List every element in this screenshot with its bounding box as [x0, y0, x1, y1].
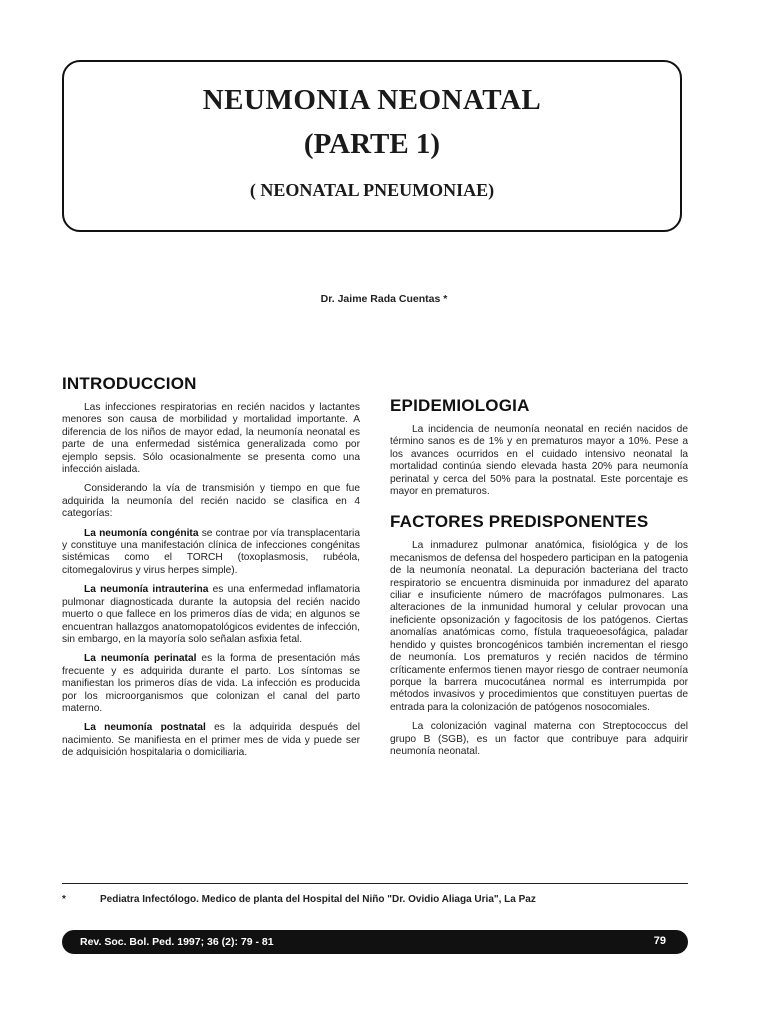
paragraph-congenita [62, 528, 360, 578]
term-perinatal: La neumonía perinatal [84, 653, 197, 665]
term-congenita: La neumonía congénita [84, 527, 199, 539]
intro-paragraph-2: Considerando la vía de transmisión y tiempo en que fue adquirida la neumonía del recién nacido se clasifica en 4 categorías: [62, 483, 360, 520]
journal-citation: Rev. Soc. Bol. Ped. 1997; 36 (2): 79 - 81 [80, 936, 274, 948]
footer-bar [62, 930, 688, 954]
page-number: 79 [653, 935, 666, 947]
text-congenita: se contrae por vía transplacentaria y constituye una manifestación clínica de infecciones congénitas sistémicas como el TORCH (toxoplasmosis, rubéola, citomegalovirus y virus herpes simple). [62, 527, 360, 576]
factores-paragraph-1: La inmadurez pulmonar anatómica, fisiológica y de los mecanismos de defensa del hospedero participan en la patogenia de la neumonía neonatal. La depuración bacteriana del tracto respiratorio se encuentra disminuida por inmadurez del aparato ciliar e insuficiente número de macrófagos pulmonares. Las alteraciones de la inmunidad humoral y celular provocan una ineficiente opsonización y fagocitosis de los patógenos. Ciertas anomalías anatómicas como, fístula traqueoesofágica, paladar hendido y quistes broncogénicos también incrementan el riesgo de neumonía. Los prematuros y recién nacidos de término críticamente enfermos tienen mayor riesgo de contraer neumonía porque la barrera mucocutánea normal es interrumpida por métodos invasivos y procedimientos que constituyen puertas de entrada para la colonización de patógenos nosocomiales. [390, 540, 688, 713]
paragraph-intrauterina [62, 584, 360, 646]
author-line: Dr. Jaime Rada Cuentas * [320, 293, 448, 305]
left-column [62, 374, 360, 767]
article-title: NEUMONIA NEONATAL [202, 84, 542, 116]
term-postnatal: La neumonía postnatal [84, 722, 206, 734]
footnote-marker: * [62, 894, 66, 905]
footnote-divider [62, 883, 688, 884]
footnote-text: Pediatra Infectólogo. Medico de planta del Hospital del Niño "Dr. Ovidio Aliaga Uria", La Paz [100, 894, 536, 905]
article-part: (PARTE 1) [303, 128, 441, 160]
text-postnatal: es la adquirida después del nacimiento. Se manifiesta en el primer mes de vida y puede ser de adquisición hospitalaria o domiciliaria. [62, 722, 360, 759]
heading-factores: FACTORES PREDISPONENTES [390, 512, 649, 532]
article-english-title: ( NEONATAL PNEUMONIAE) [249, 180, 495, 200]
intro-paragraph-1: Las infecciones respiratorias en recién nacidos y lactantes menores son causa de morbilidad y mortalidad importante. A diferencia de los niños de mayor edad, la neumonía neonatal es parte de una enfermedad sistémica generalizada como por ejemplo sepsis. Sólo ocasionalmente se presenta como una infección aislada. [62, 402, 360, 476]
heading-epidemiologia: EPIDEMIOLOGIA [390, 396, 530, 415]
epidemiologia-paragraph: La incidencia de neumonía neonatal en recién nacidos de término sanos es de 1% y en prematuros mayor a 10%. Pese a los avances ocurridos en el cuidado intensivo neonatal la mortalidad continúa siendo elevada hasta 20% para neumonía perinatal y cerca del 50% para la postnatal. Este porcentaje es mayor en prematuros. [390, 424, 688, 498]
text-intrauterina: es una enfermedad inflamatoria pulmonar diagnosticada durante la autopsia del recién nacido muerto o que fallece en los primeros días de vida; en algunos se encuentran hallazgos anatomopatológicos evidentes de infección, sin embargo, en la mayoría solo señalan asfixia fetal. [62, 584, 361, 645]
text-perinatal: es la forma de presentación más frecuente y es adquirida durante el parto. Los síntomas se manifiestan los primeros días de vida. La infección es producida por los microorganismos que colonizan el canal del parto materno. [62, 653, 360, 714]
right-column [390, 396, 688, 765]
title-box [62, 60, 682, 232]
paragraph-postnatal [62, 722, 360, 759]
term-intrauterina: La neumonía intrauterina [84, 584, 209, 596]
factores-paragraph-2: La colonización vaginal materna con Streptococcus del grupo B (SGB), es un factor que contribuye para adquirir neumonía neonatal. [390, 721, 688, 757]
footnote [62, 894, 688, 905]
paragraph-perinatal [62, 653, 360, 715]
heading-introduccion: INTRODUCCION [62, 374, 197, 393]
